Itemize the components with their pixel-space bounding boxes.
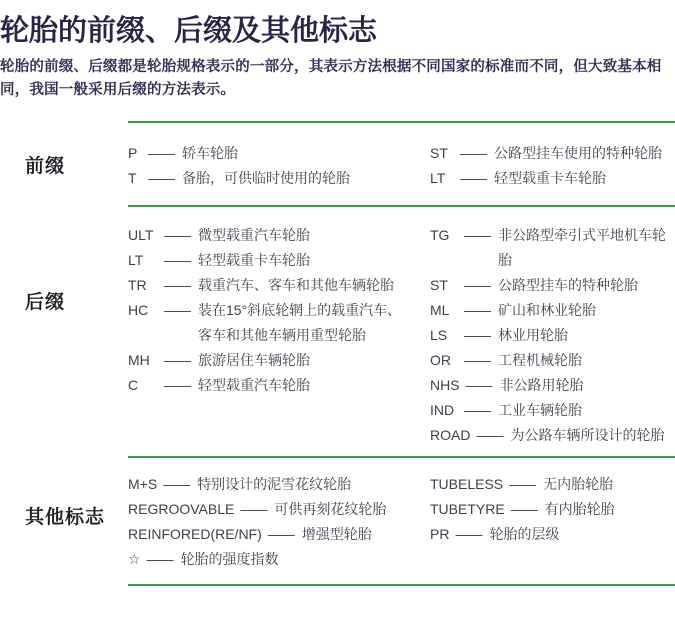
section-label-suffix: 后缀 bbox=[25, 292, 66, 313]
term-code: M+S bbox=[128, 476, 158, 492]
dash-separator: —— bbox=[464, 227, 490, 243]
term-row bbox=[128, 373, 430, 398]
term-desc: 无内胎轮胎 bbox=[543, 476, 614, 492]
section-other-marks bbox=[0, 458, 675, 584]
term-desc: 轻型载重汽车轮胎 bbox=[198, 377, 310, 393]
term-row bbox=[128, 223, 430, 248]
term-code: ST bbox=[430, 145, 448, 161]
term-row bbox=[128, 141, 430, 166]
dash-separator: —— bbox=[464, 402, 490, 418]
dash-separator: —— bbox=[164, 302, 190, 318]
term-desc: 特别设计的泥雪花纹轮胎 bbox=[197, 476, 352, 492]
star-icon: ☆ bbox=[128, 551, 141, 567]
term-code: TUBETYRE bbox=[430, 501, 505, 517]
term-desc: 微型载重汽车轮胎 bbox=[198, 227, 310, 243]
term-code: PR bbox=[430, 526, 450, 542]
term-row bbox=[430, 398, 675, 423]
dash-separator: —— bbox=[455, 526, 482, 542]
dash-separator: —— bbox=[465, 377, 492, 393]
term-desc: 装在15°斜底轮辋上的载重汽车、 bbox=[198, 302, 402, 318]
term-code: IND bbox=[430, 402, 455, 418]
term-row bbox=[430, 273, 675, 298]
dash-separator: —— bbox=[148, 145, 174, 161]
prefix-left-column bbox=[128, 141, 430, 191]
suffix-left-column bbox=[128, 223, 430, 448]
term-row bbox=[128, 522, 430, 547]
term-row bbox=[128, 547, 430, 572]
dash-separator: —— bbox=[464, 327, 490, 343]
term-desc: 工业车辆轮胎 bbox=[498, 402, 582, 418]
dash-separator: —— bbox=[148, 170, 174, 186]
term-code: NHS bbox=[430, 377, 460, 393]
term-row bbox=[430, 298, 675, 323]
term-row bbox=[430, 497, 675, 522]
term-desc: 增强型轮胎 bbox=[301, 526, 372, 542]
term-code: LS bbox=[430, 327, 448, 343]
term-row bbox=[128, 298, 430, 348]
term-row bbox=[430, 472, 675, 497]
term-desc: 非公路型牵引式平地机车轮胎 bbox=[498, 227, 666, 268]
section-suffix bbox=[0, 207, 675, 456]
term-desc: 有内胎轮胎 bbox=[544, 501, 615, 517]
intro-paragraph: 轮胎的前缀、后缀都是轮胎规格表示的一部分，其表示方法根据不同国家的标准而不同，但大致基本相同，我国一般采用后缀的方法表示。 bbox=[0, 59, 662, 98]
term-desc: 非公路用轮胎 bbox=[499, 377, 584, 393]
dash-separator: —— bbox=[464, 352, 490, 368]
suffix-right-column bbox=[430, 223, 675, 448]
term-desc: 旅游居住车辆轮胎 bbox=[198, 352, 310, 368]
dash-separator: —— bbox=[509, 476, 536, 492]
term-code: REGROOVABLE bbox=[128, 501, 235, 517]
term-row bbox=[128, 166, 430, 191]
term-code: TR bbox=[128, 277, 147, 293]
term-row bbox=[430, 348, 675, 373]
page-title: 轮胎的前缀、后缀及其他标志 bbox=[0, 15, 378, 47]
term-code: ST bbox=[430, 277, 448, 293]
term-row bbox=[430, 323, 675, 348]
dash-separator: —— bbox=[460, 145, 486, 161]
term-code: ULT bbox=[128, 227, 154, 243]
dash-separator: —— bbox=[164, 377, 190, 393]
term-code: C bbox=[128, 377, 139, 393]
dash-separator: —— bbox=[460, 170, 486, 186]
term-row bbox=[430, 522, 675, 547]
term-code: P bbox=[128, 145, 138, 161]
dash-separator: —— bbox=[164, 277, 190, 293]
term-code: TUBELESS bbox=[430, 476, 504, 492]
dash-separator: —— bbox=[476, 427, 503, 443]
prefix-right-column bbox=[430, 141, 675, 191]
term-desc: 为公路车辆所设计的轮胎 bbox=[510, 427, 665, 443]
dash-separator: —— bbox=[164, 352, 190, 368]
term-code: LT bbox=[430, 170, 446, 186]
term-row bbox=[128, 273, 430, 298]
term-desc-continuation: 客车和其他车辆用重型轮胎 bbox=[198, 327, 366, 343]
term-row bbox=[128, 472, 430, 497]
dash-separator: —— bbox=[164, 252, 190, 268]
term-desc: 工程机械轮胎 bbox=[498, 352, 582, 368]
term-desc: 轿车轮胎 bbox=[182, 145, 238, 161]
term-desc: 林业用轮胎 bbox=[498, 327, 568, 343]
dash-separator: —— bbox=[146, 551, 173, 567]
term-row bbox=[430, 423, 675, 448]
dash-separator: —— bbox=[163, 476, 190, 492]
term-desc: 轻型载重卡车轮胎 bbox=[198, 252, 310, 268]
term-desc: 矿山和林业轮胎 bbox=[498, 302, 596, 318]
dash-separator: —— bbox=[267, 526, 294, 542]
other-left-column bbox=[128, 472, 430, 572]
other-right-column bbox=[430, 472, 675, 572]
term-code: ML bbox=[430, 302, 450, 318]
dash-separator: —— bbox=[464, 277, 490, 293]
term-code: REINFORED(RE/NF) bbox=[128, 526, 262, 542]
term-code: T bbox=[128, 170, 137, 186]
section-divider bbox=[128, 584, 675, 586]
section-prefix bbox=[0, 123, 675, 205]
dash-separator: —— bbox=[164, 227, 190, 243]
term-code: TG bbox=[430, 227, 450, 243]
section-label-prefix: 前缀 bbox=[25, 156, 66, 177]
term-desc: 备胎，可供临时使用的轮胎 bbox=[182, 170, 350, 186]
term-desc: 公路型挂车的特种轮胎 bbox=[498, 277, 638, 293]
dash-separator: —— bbox=[240, 501, 267, 517]
term-row bbox=[128, 497, 430, 522]
term-row bbox=[430, 373, 675, 398]
term-desc: 轮胎的层级 bbox=[489, 526, 560, 542]
term-row bbox=[128, 348, 430, 373]
term-desc: 轮胎的强度指数 bbox=[180, 551, 279, 567]
dash-separator: —— bbox=[510, 501, 537, 517]
term-row bbox=[430, 166, 675, 191]
term-desc: 可供再刻花纹轮胎 bbox=[274, 501, 387, 517]
term-code: HC bbox=[128, 302, 149, 318]
term-desc: 载重汽车、客车和其他车辆轮胎 bbox=[198, 277, 394, 293]
term-code: OR bbox=[430, 352, 451, 368]
term-row bbox=[430, 141, 675, 166]
term-code: ROAD bbox=[430, 427, 471, 443]
term-row bbox=[430, 223, 675, 273]
dash-separator: —— bbox=[464, 302, 490, 318]
term-row bbox=[128, 248, 430, 273]
term-desc: 公路型挂车使用的特种轮胎 bbox=[494, 145, 662, 161]
article-page bbox=[0, 12, 675, 626]
term-desc: 轻型载重卡车轮胎 bbox=[494, 170, 606, 186]
section-label-other-marks: 其他标志 bbox=[25, 507, 106, 528]
term-code: LT bbox=[128, 252, 144, 268]
term-code: MH bbox=[128, 352, 150, 368]
